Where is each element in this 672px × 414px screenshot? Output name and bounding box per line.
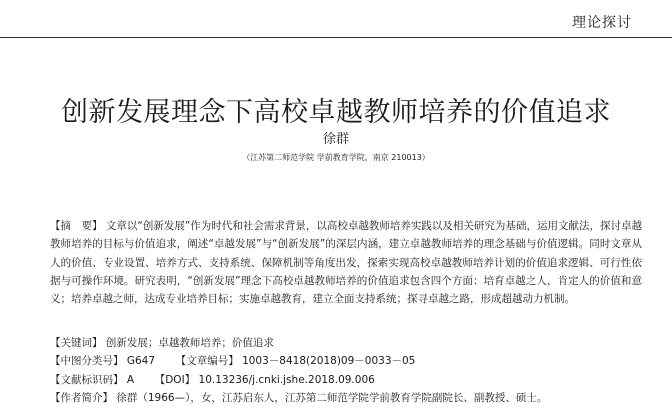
doc-code-label: 【文献标识码】: [50, 374, 124, 386]
doi-value: 10.13236/j.cnki.jshe.2018.09.006: [198, 374, 375, 386]
doi-label: 【DOI】: [154, 374, 196, 386]
abstract-label: 【摘 要】: [50, 220, 103, 232]
abstract-text: 文章以“创新发展”作为时代和社会需求背景，以高校卓越教师培养实践以及相关研究为基础，运用文献法，探讨卓越教师培养的目标与价值追求，阐述“卓越发展”与“创新发展”的深层内涵，建立卓越教师培养的理念基础与价值逻辑。同时文章从人的价值、专业设置、培养方式、支持系统、保障机制等角度出发，探索实现高校卓越教师培养计划的价值追求逻辑、可行性依据与可操作环境。研究表明，“创新发展”理念下高校卓越教师培养的价值追求包含四个方面：培育卓越之人，肯定人的价值和意义；培养卓越之师，达成专业培养目标；实施卓越教育，建立全面支持系统；探寻卓越之路，形成超越动力机制。: [50, 220, 642, 306]
article-no-value: 1003－8418(2018)09－0033－05: [242, 355, 416, 367]
article-no-label: 【文章编号】: [175, 355, 239, 367]
classification-line: [50, 353, 642, 368]
author-bio-label: 【作者简介】: [50, 392, 113, 404]
author-bio-text: 徐群（1966—），女，江苏启东人，江苏第二师范学院学前教育学院副院长、副教授、硕士。: [116, 392, 548, 404]
article-affiliation: （江苏第二师范学院 学前教育学院，南京 210013）: [242, 153, 430, 162]
keywords-line: [50, 335, 642, 350]
keywords-label: 【关键词】: [50, 337, 103, 349]
abstract: [50, 217, 642, 308]
identifiers-line: [50, 372, 642, 387]
author-bio-line: [50, 390, 642, 405]
header-rule: [0, 37, 672, 38]
article-title: 创新发展理念下高校卓越教师培养的价值追求: [61, 97, 611, 128]
keywords-text: 创新发展；卓越教师培养；价值追求: [105, 337, 274, 349]
clc-label: 【中图分类号】: [50, 355, 124, 367]
article-author: 徐群: [322, 132, 349, 147]
clc-value: G647: [126, 355, 156, 367]
section-label: 理论探讨: [572, 15, 632, 31]
doc-code-value: A: [126, 374, 135, 386]
